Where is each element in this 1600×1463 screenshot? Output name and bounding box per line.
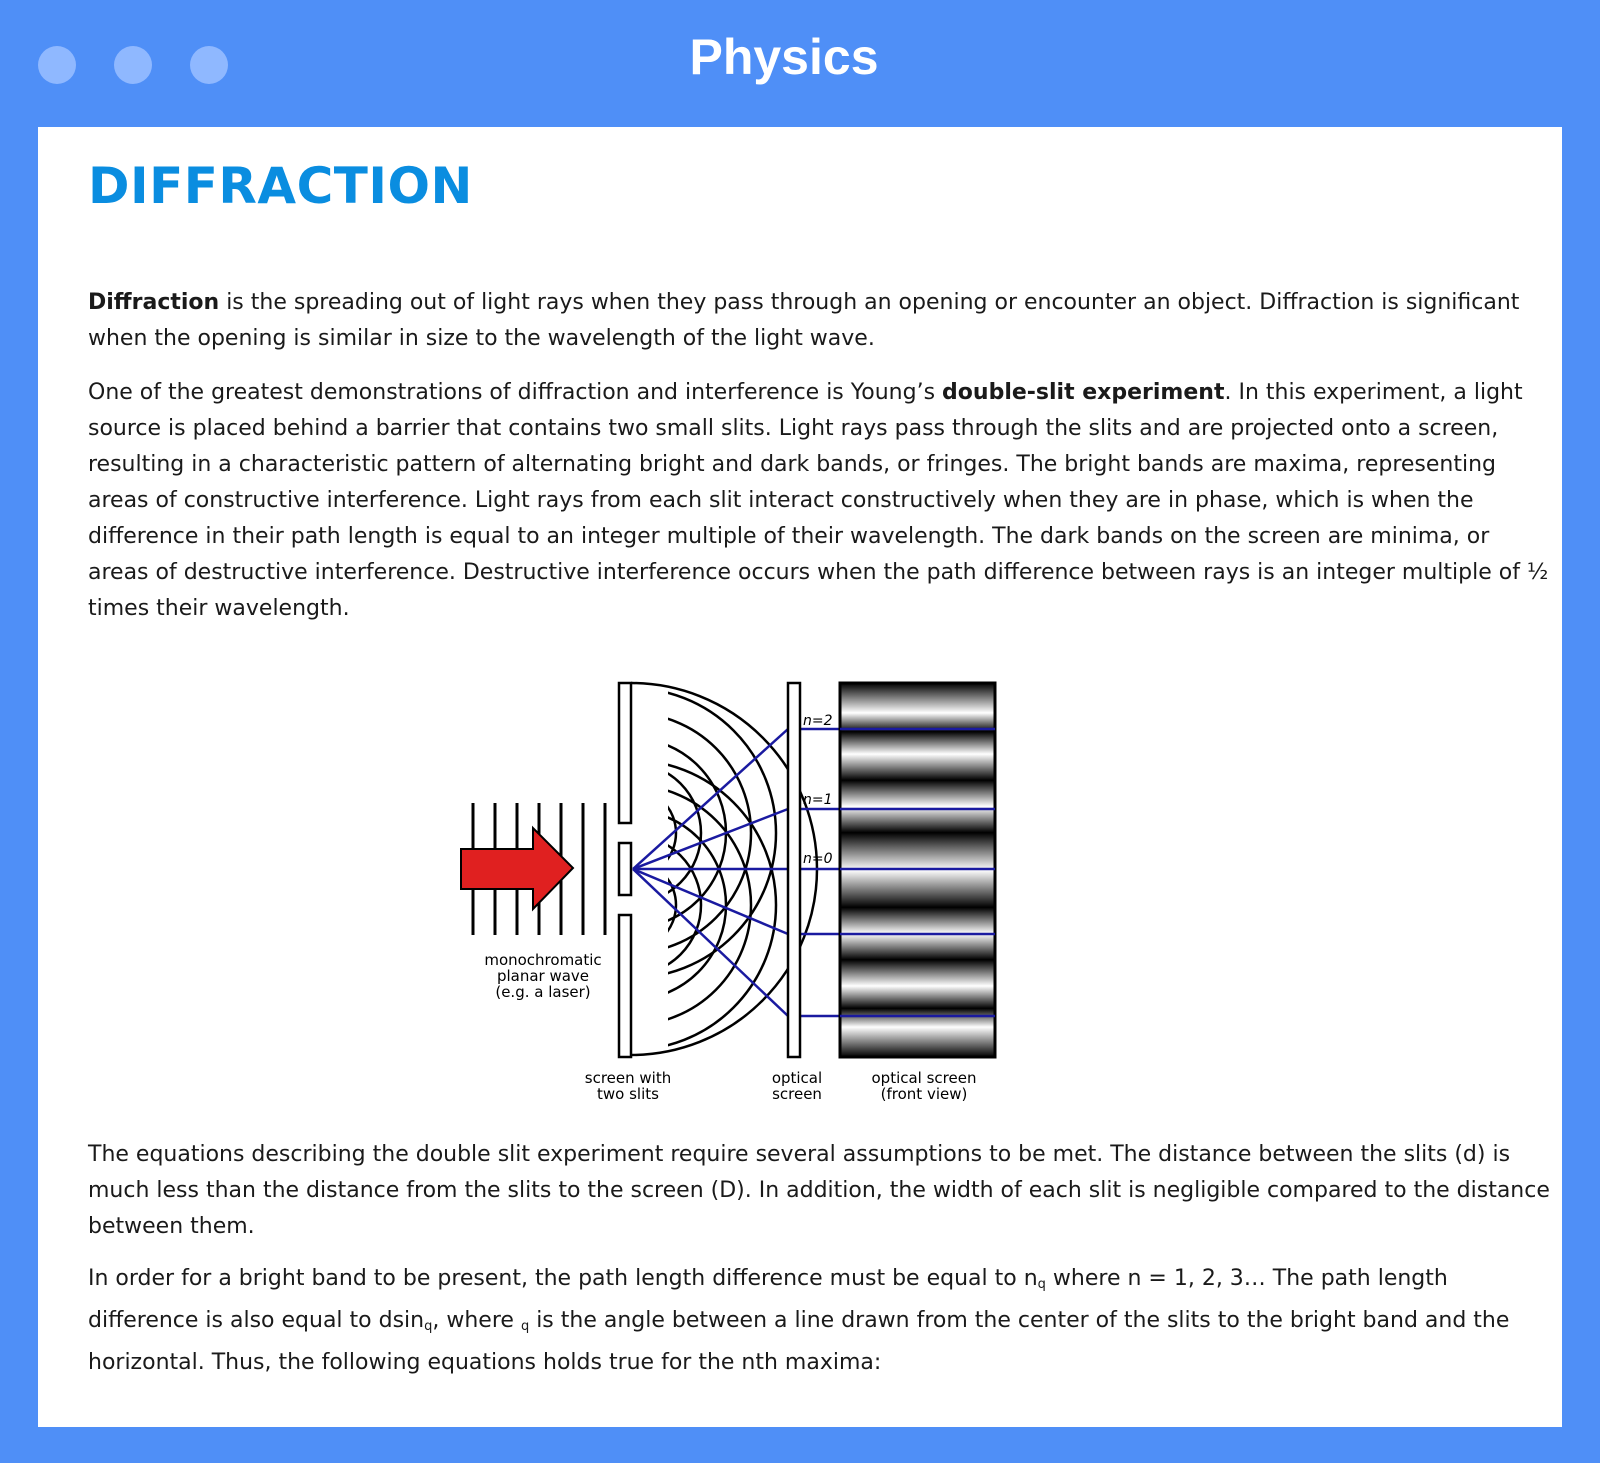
theta-symbol: q — [424, 1319, 433, 1334]
paragraph-text: One of the greatest demonstrations of diffraction and interference is Young’s — [88, 380, 943, 405]
paragraph-assumptions: The equations describing the double slit experiment require several assumptions to be met. The distance between the slits (d) is much less than the distance from the slits to the screen (D). In addition, the width of each slit is negligible compared to the distance between them. — [88, 1142, 1550, 1239]
term-double-slit: double-slit experiment — [942, 380, 1225, 405]
caption-slits-2: two slits — [597, 1085, 659, 1103]
title-bar — [0, 0, 1600, 126]
caption-source-2: planar wave — [496, 967, 590, 985]
paragraph-text: is the spreading out of light rays when they pass through an opening or encounter an object. Diffraction is significant when the opening is similar in size to the wavelength of the light wave. — [88, 290, 1520, 351]
label-n2: n=2 — [803, 713, 833, 729]
caption-source-3: (e.g. a laser) — [495, 983, 591, 1001]
paragraph-text: In order for a bright band to be present, the path length difference must be equal to n — [88, 1266, 1038, 1291]
caption-screen-2: screen — [772, 1085, 822, 1103]
caption-front-1: optical screen — [871, 1069, 977, 1087]
paragraph-diffraction-definition — [88, 285, 1552, 357]
label-n0: n=0 — [803, 851, 833, 867]
double-slit-diagram-svg — [443, 653, 1043, 1123]
paragraph-double-slit — [88, 375, 1552, 627]
double-slit-diagram — [443, 653, 1043, 1123]
caption-source-1: monochromatic — [484, 951, 602, 969]
caption-slits-1: screen with — [584, 1069, 672, 1087]
page-title: DIFFRACTION — [88, 157, 473, 215]
paragraph-text: where n = 1, 2, 3… The path length difference is also equal to dsin — [88, 1266, 1448, 1333]
article-content — [38, 127, 1562, 1427]
optical-screen-side — [788, 683, 800, 1057]
theta-symbol: q — [1037, 1277, 1046, 1292]
caption-screen-1: optical — [771, 1069, 823, 1087]
slit-barrier — [619, 683, 631, 1057]
label-n1: n=1 — [803, 792, 833, 808]
theta-symbol: q — [520, 1319, 530, 1334]
paragraph-bright-band — [88, 1261, 1552, 1381]
caption-front-2: (front view) — [880, 1085, 968, 1103]
window-title: Physics — [689, 29, 879, 85]
paragraph-text: is the angle between a line drawn from the center of the slits to the bright band and the horizontal. Thus, the following equations holds true for the nth maxima: — [88, 1308, 1510, 1375]
term-diffraction: Diffraction — [88, 290, 220, 315]
paragraph-text: , where — [432, 1308, 521, 1333]
paragraph-text: . In this experiment, a light source is placed behind a barrier that contains two small slits. Light rays pass through the slits and are projected onto a screen, resulting in a characteristic pattern of alternating bright and dark bands, or fringes. The bright bands are maxima, representing areas of constructive interference. Light rays from each slit interact constructively when they are in phase, which is when the difference in their path length is equal to an integer multiple of their wavelength. The dark bands on the screen are minima, or areas of destructive interference. Destructive interference occurs when the path difference between rays is an integer multiple of ½ times their wavelength. — [88, 380, 1549, 621]
